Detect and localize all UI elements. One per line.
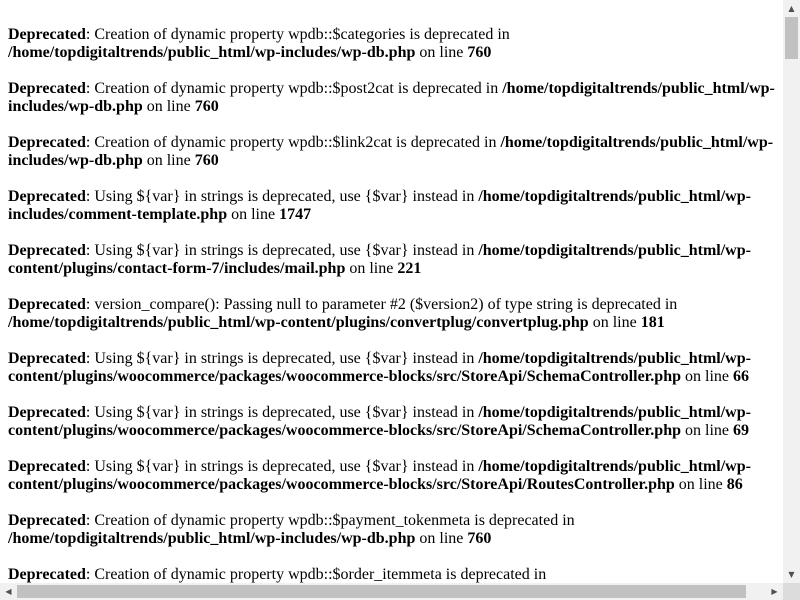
notice-message: : Creation of dynamic property wpdb::$categories is deprecated in: [85, 26, 510, 43]
notice-on-line-text: on line: [142, 152, 195, 169]
scroll-up-icon[interactable]: ▲: [788, 4, 795, 13]
notice-message: : version_compare(): Passing null to parameter #2 ($version2) of type string is deprecated in: [85, 296, 678, 313]
notice-label: Deprecated: [8, 350, 86, 367]
notice-label: Deprecated: [8, 404, 86, 421]
scroll-left-icon[interactable]: ◀: [5, 587, 12, 596]
notice-on-line-text: on line: [681, 368, 733, 385]
notice-line-number: 760: [467, 44, 492, 61]
deprecation-notice: [8, 350, 778, 386]
notice-file-path: /home/topdigitaltrends/public_html/wp-content/plugins/woocommerce/packages/woocommerce-blocks/src/StoreApi/RoutesController.php: [8, 458, 751, 493]
horizontal-scroll-thumb[interactable]: [17, 585, 746, 598]
notice-line-number: 69: [733, 422, 749, 439]
notice-label: Deprecated: [8, 296, 86, 313]
scroll-down-icon[interactable]: ▼: [788, 570, 795, 579]
notice-message: : Creation of dynamic property wpdb::$payment_tokenmeta is deprecated in: [85, 512, 575, 529]
vertical-scrollbar[interactable]: [783, 0, 800, 583]
notice-message: : Using ${var} in strings is deprecated, use {$var} instead in: [85, 188, 479, 205]
notice-file-path: /home/topdigitaltrends/public_html/wp-includes/wp-db.php: [8, 80, 775, 115]
scrollbar-corner: [783, 583, 800, 600]
vertical-scroll-thumb[interactable]: [785, 17, 798, 59]
notice-label: Deprecated: [8, 80, 86, 97]
notice-message: : Using ${var} in strings is deprecated, use {$var} instead in: [85, 242, 479, 259]
notice-line-number: 221: [397, 260, 422, 277]
notice-file-path: /home/topdigitaltrends/public_html/wp-content/plugins/woocommerce/packages/woocommerce-blocks/src/StoreApi/SchemaController.php: [8, 350, 751, 385]
notice-label: Deprecated: [8, 458, 86, 475]
notice-on-line-text: on line: [415, 530, 468, 547]
notice-line-number: 760: [467, 530, 492, 547]
notice-file-path: /home/topdigitaltrends/public_html/wp-includes/comment-template.php: [8, 188, 751, 223]
notice-label: Deprecated: [8, 134, 86, 151]
notice-file-path: /home/topdigitaltrends/public_html/wp-includes/wp-db.php: [8, 44, 416, 61]
notice-line-number: 1747: [279, 206, 312, 223]
notice-label: Deprecated: [8, 566, 86, 583]
deprecation-notice: [8, 404, 778, 440]
notice-message: : Creation of dynamic property wpdb::$post2cat is deprecated in: [85, 80, 503, 97]
notice-on-line-text: on line: [681, 422, 733, 439]
notice-file-path: /home/topdigitaltrends/public_html/wp-includes/wp-db.php: [8, 530, 416, 547]
notice-on-line-text: on line: [674, 476, 727, 493]
notice-file-path: /home/topdigitaltrends/public_html/wp-content/plugins/contact-form-7/includes/mail.php: [8, 242, 751, 277]
notice-line-number: 760: [194, 152, 219, 169]
notice-label: Deprecated: [8, 242, 86, 259]
notice-on-line-text: on line: [415, 44, 468, 61]
notice-on-line-text: on line: [345, 260, 398, 277]
notice-on-line-text: on line: [588, 314, 641, 331]
deprecation-notice: [8, 458, 778, 494]
notice-file-path: /home/topdigitaltrends/public_html/wp-content/plugins/convertplug/convertplug.php: [8, 314, 589, 331]
deprecation-notice: [8, 242, 778, 278]
deprecation-notice: [8, 512, 778, 548]
notice-message: : Using ${var} in strings is deprecated, use {$var} instead in: [85, 458, 479, 475]
notice-line-number: 66: [733, 368, 749, 385]
notice-line-number: 760: [194, 98, 219, 115]
notice-list: [8, 26, 778, 583]
scroll-right-icon[interactable]: ▶: [771, 587, 778, 596]
deprecation-notice: [8, 188, 778, 224]
deprecation-notice: [8, 134, 778, 170]
deprecation-notice: [8, 26, 778, 62]
deprecation-notice: [8, 296, 778, 332]
notice-line-number: 181: [640, 314, 665, 331]
notice-line-number: 86: [726, 476, 743, 493]
notice-message: : Creation of dynamic property wpdb::$order_itemmeta is deprecated in: [85, 566, 547, 583]
horizontal-scrollbar[interactable]: [0, 583, 783, 600]
deprecation-notice: [8, 80, 778, 116]
notice-file-path: /home/topdigitaltrends/public_html/wp-content/plugins/woocommerce/packages/woocommerce-blocks/src/StoreApi/SchemaController.php: [8, 404, 751, 439]
notice-label: Deprecated: [8, 188, 86, 205]
notice-on-line-text: on line: [227, 206, 280, 223]
deprecation-notice: [8, 566, 778, 583]
notice-message: : Using ${var} in strings is deprecated, use {$var} instead in: [85, 350, 479, 367]
notice-message: : Creation of dynamic property wpdb::$link2cat is deprecated in: [85, 134, 501, 151]
notice-label: Deprecated: [8, 512, 86, 529]
notice-message: : Using ${var} in strings is deprecated, use {$var} instead in: [85, 404, 479, 421]
notice-on-line-text: on line: [142, 98, 195, 115]
notice-label: Deprecated: [8, 26, 86, 43]
notice-file-path: /home/topdigitaltrends/public_html/wp-includes/wp-db.php: [8, 134, 774, 169]
